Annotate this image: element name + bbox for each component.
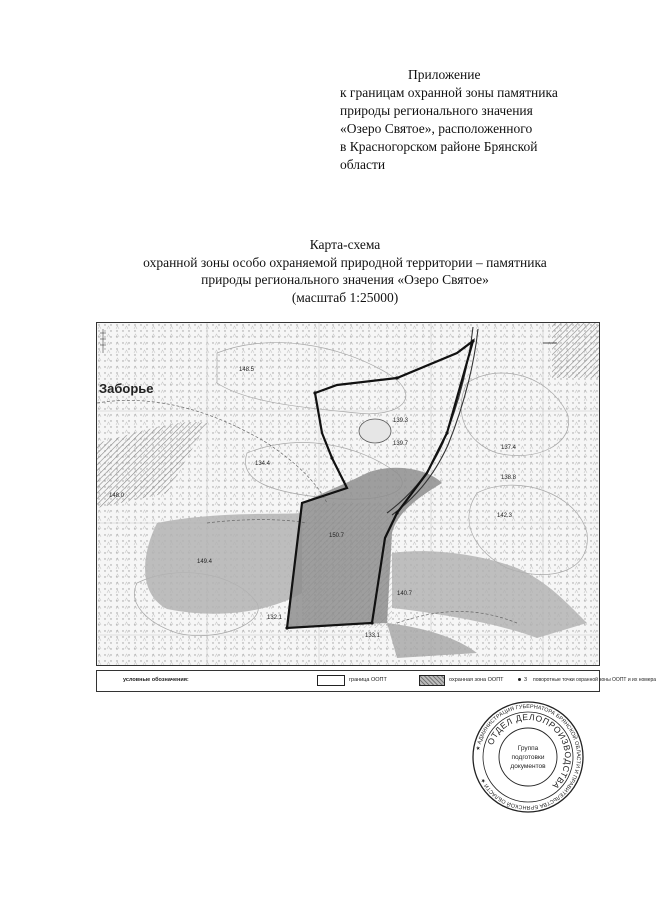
map-legend: [96, 670, 656, 692]
elevation-label: 139.3: [393, 418, 409, 424]
appendix-line: «Озеро Святое», расположенного: [340, 121, 533, 136]
map-drawing: [97, 323, 599, 665]
elevation-label: 134.4: [255, 461, 271, 467]
elevation-label: 137.4: [501, 445, 517, 451]
title-line: охранной зоны особо охраняемой природной территории – памятника: [143, 254, 547, 270]
appendix-block: [340, 66, 620, 174]
stamp-seal-image: [471, 700, 585, 814]
elevation-label: 150.7: [329, 533, 345, 539]
appendix-line: природы регионального значения: [340, 103, 533, 118]
place-name-zaborye: Заборье: [99, 381, 154, 396]
appendix-line: в Красногорском районе Брянской: [340, 139, 538, 154]
svg-text:подготовки: подготовки: [511, 754, 545, 761]
elevation-label: 132.1: [267, 615, 283, 621]
title-line: Карта-схема: [309, 237, 381, 252]
legend-points-label: поворотные точки охранной зоны ООПТ и их номера: [533, 677, 656, 683]
legend-point-number: 3: [524, 677, 528, 683]
official-stamp: [471, 700, 585, 814]
appendix-heading: Приложение: [408, 67, 481, 82]
elevation-label: 148.5: [239, 367, 255, 373]
legend-boundary-swatch: [317, 675, 345, 686]
elevation-label: 133.1: [365, 633, 381, 639]
topographic-map: [96, 322, 600, 666]
legend-zone-swatch: [419, 675, 445, 686]
elevation-label: 149.4: [197, 559, 213, 565]
elevation-label: 148.0: [109, 493, 125, 499]
map-title-block: [80, 236, 610, 306]
elevation-label: 139.7: [393, 441, 409, 447]
legend-zone-label: охранная зона ООПТ: [449, 677, 504, 683]
legend-point-marker: [518, 678, 521, 681]
legend-heading: условные обозначения:: [123, 677, 189, 683]
svg-text:Группа: Группа: [517, 745, 539, 752]
svg-text:★ АДМИНИСТРАЦИЯ ГУБЕРНАТОРА БР: ★ АДМИНИСТРАЦИЯ ГУБЕРНАТОРА БРЯНСКОЙ ОБЛАСТИ И ПРАВИТЕЛЬСТВА БРЯНСКОЙ ОБЛАСТИ ★: [475, 703, 582, 811]
svg-text:документов: документов: [510, 763, 546, 770]
title-line: (масштаб 1:25000): [291, 289, 399, 305]
elevation-label: 138.8: [501, 475, 517, 481]
legend-boundary-label: граница ООПТ: [349, 677, 387, 683]
title-line: природы регионального значения «Озеро Святое»: [201, 272, 489, 287]
appendix-line: области: [340, 157, 386, 172]
svg-text:ОТДЕЛ ДЕЛОПРОИЗВОДСТВА: ОТДЕЛ ДЕЛОПРОИЗВОДСТВА: [485, 711, 574, 792]
elevation-label: 142.3: [497, 513, 513, 519]
elevation-label: 140.7: [397, 591, 413, 597]
appendix-line: к границам охранной зоны памятника: [340, 85, 558, 100]
